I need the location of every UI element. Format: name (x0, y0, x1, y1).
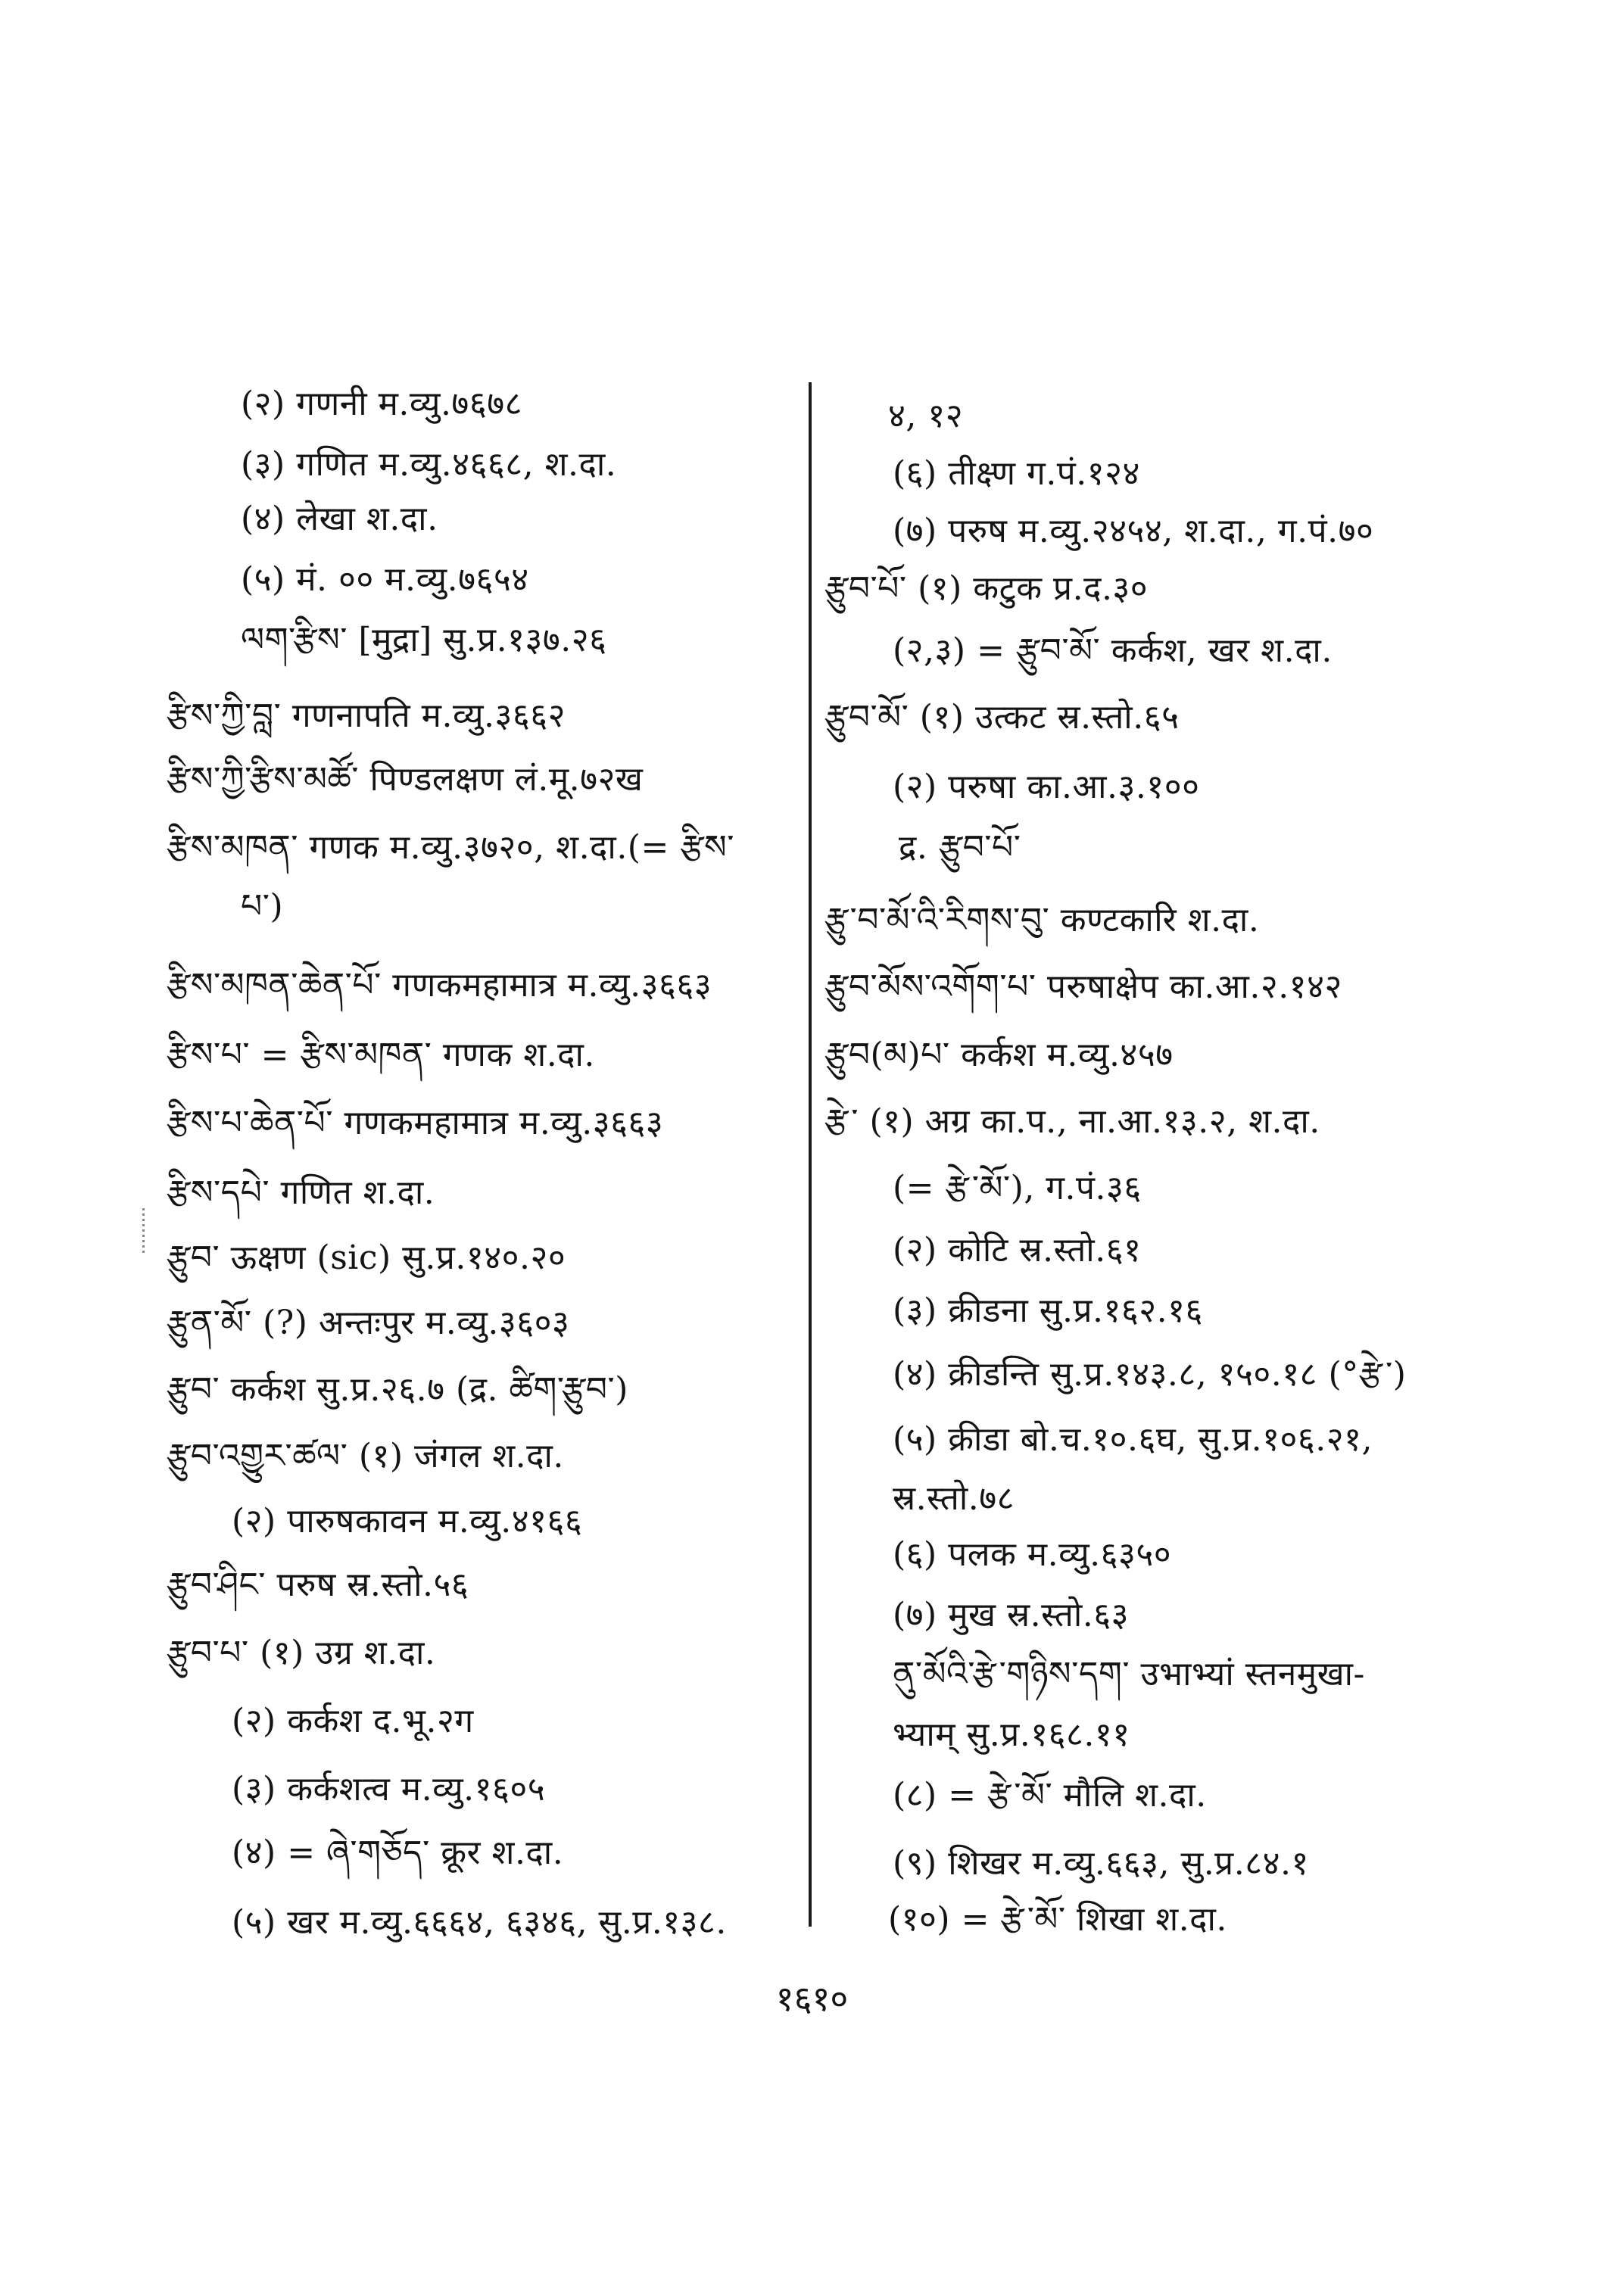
entry-line: (४) = ཞེ་གཅོད་ क्रूर श.दा. (232, 1833, 564, 1872)
entry-line: རྩེ་ (१) अग्र का.प., ना.आ.१३.२, श.दा. (824, 1102, 1320, 1141)
entry-line: द्र. རྩུབ་པོ་ (899, 828, 1021, 867)
entry-line: (७) परुष म.व्यु.२४५४, श.दा., ग.पं.७० (893, 512, 1374, 550)
entry-line: རྩིས་ཀྱི་བླ་ गणनापति म.व्यु.३६६२ (167, 696, 566, 735)
entry-line: (७) मुख स्र.स्तो.६३ (893, 1596, 1129, 1634)
entry-line: རྩིས་མཁན་ཆེན་པོ་ गणकमहामात्र म.व्यु.३६६३ (167, 966, 712, 1005)
entry-line: རྩིས་པ་ཆེན་པོ་ गणकमहामात्र म.व्यु.३६६३ (167, 1104, 664, 1142)
entry-line: རྩུབ་པོ་ (१) कटुक प्र.द.३० (824, 569, 1149, 608)
entry-line: (२) पारुषकावन म.व्यु.४१६६ (232, 1502, 583, 1541)
entry-line: (= རྩེ་མོ་), ग.पं.३६ (893, 1169, 1142, 1207)
entry-line: (३) गणित म.व्यु.४६६८, श.दा. (241, 445, 617, 484)
entry-line: (४) लेखा श.दा. (241, 500, 438, 538)
entry-line: (३) कर्कशत्व म.व्यु.१६०५ (232, 1770, 546, 1809)
entry-line: (६) तीक्ष्ण ग.पं.१२४ (893, 454, 1140, 493)
entry-line: (८) = རྩེ་མོ་ मौलि श.दा. (893, 1776, 1207, 1815)
entry-line: (६) पलक म.व्यु.६३५० (893, 1535, 1172, 1574)
entry-line: རྩུབ་མོས་འགོག་པ་ परुषाक्षेप का.आ.२.१४२ (824, 967, 1342, 1006)
entry-line: ནུ་མོའི་རྩེ་གཉིས་དག་ उभाभ्यां स्तनमुखा- (893, 1655, 1365, 1693)
entry-line: རྩུབ་ ऊक्षण (sic) सु.प्र.१४०.२० (167, 1238, 566, 1277)
entry-line: (१०) = རྩེ་མོ་ शिखा श.दा. (888, 1900, 1227, 1939)
entry-line: (२) परुषा का.आ.३.१०० (893, 768, 1200, 806)
entry-line: (५) क्रीडा बो.च.१०.६घ, सु.प्र.१०६.२१, (893, 1420, 1373, 1459)
entry-line: རྩུ་བ་མོ་འི་རིགས་བུ་ कण्टकारि श.दा. (824, 901, 1260, 939)
entry-line: (२,३) = རྩུབ་མོ་ कर्कश, खर श.दा. (893, 631, 1333, 670)
column-divider (809, 382, 812, 1927)
entry-line: (४) क्रीडन्ति सु.प्र.१४३.८, १५०.१८ (°རྩེ་) (893, 1355, 1407, 1394)
entry-line: རྩུབ་ कर्कश सु.प्र.२६.७ (द्र. ཚིག་རྩུབ་) (167, 1370, 628, 1409)
entry-line: ལག་རྩིས་ [मुद्रा] सु.प्र.१३७.२६ (241, 621, 607, 659)
entry-line: (३) क्रीडना सु.प्र.१६२.१६ (893, 1291, 1203, 1330)
entry-line: (२) कर्कश द.भू.२ग (232, 1702, 474, 1740)
entry-line: རྩུབ་ཤིང་ परुष स्र.स्तो.५६ (167, 1566, 469, 1604)
entry-line: རྩིས་མཁན་ गणक म.व्यु.३७२०, श.दा.(= རྩིས་ (167, 828, 735, 867)
entry-line: རྩིས་དཔེ་ गणित श.दा. (167, 1173, 435, 1212)
entry-line: स्र.स्तो.७८ (893, 1479, 1015, 1518)
entry-line: (२) गणनी म.व्यु.७६७८ (241, 385, 522, 423)
entry-line: རྩུབ(མ)པ་ कर्कश म.व्यु.४५७ (824, 1036, 1174, 1074)
entry-line: རྩིས་པ་ = རྩིས་མཁན་ गणक श.दा. (167, 1036, 595, 1074)
entry-line: རྩིས་ཀྱི་རྩིས་མཚོ་ पिण्डलक्षण लं.मू.७२ख (167, 760, 644, 799)
entry-line: (५) मं. ०० म.व्यु.७६५४ (241, 560, 529, 599)
scan-edge-mark (142, 1208, 145, 1254)
entry-line: རྩུབ་འགྱུར་ཚལ་ (१) जंगल श.दा. (167, 1437, 564, 1475)
entry-line: ४, १२ (888, 397, 964, 435)
entry-line: भ्याम् सु.प्र.१६८.११ (893, 1715, 1130, 1754)
entry-line: (२) कोटि स्र.स्तो.६१ (893, 1231, 1142, 1270)
entry-line: (९) शिखर म.व्यु.६६३, सु.प्र.८४.१ (893, 1844, 1309, 1883)
entry-line: རྩུབ་མོ་ (१) उत्कट स्र.स्तो.६५ (824, 698, 1180, 737)
page-number: १६१० (775, 1978, 849, 2019)
entry-line: (५) खर म.व्यु.६६६४, ६३४६, सु.प्र.१३८. (232, 1903, 727, 1942)
entry-line: རྩུབ་པ་ (१) उग्र श.दा. (167, 1634, 436, 1672)
entry-line: རྩུན་མོ་ (?) अन्तःपुर म.व्यु.३६०३ (167, 1304, 570, 1342)
entry-line: པ་) (241, 887, 284, 926)
